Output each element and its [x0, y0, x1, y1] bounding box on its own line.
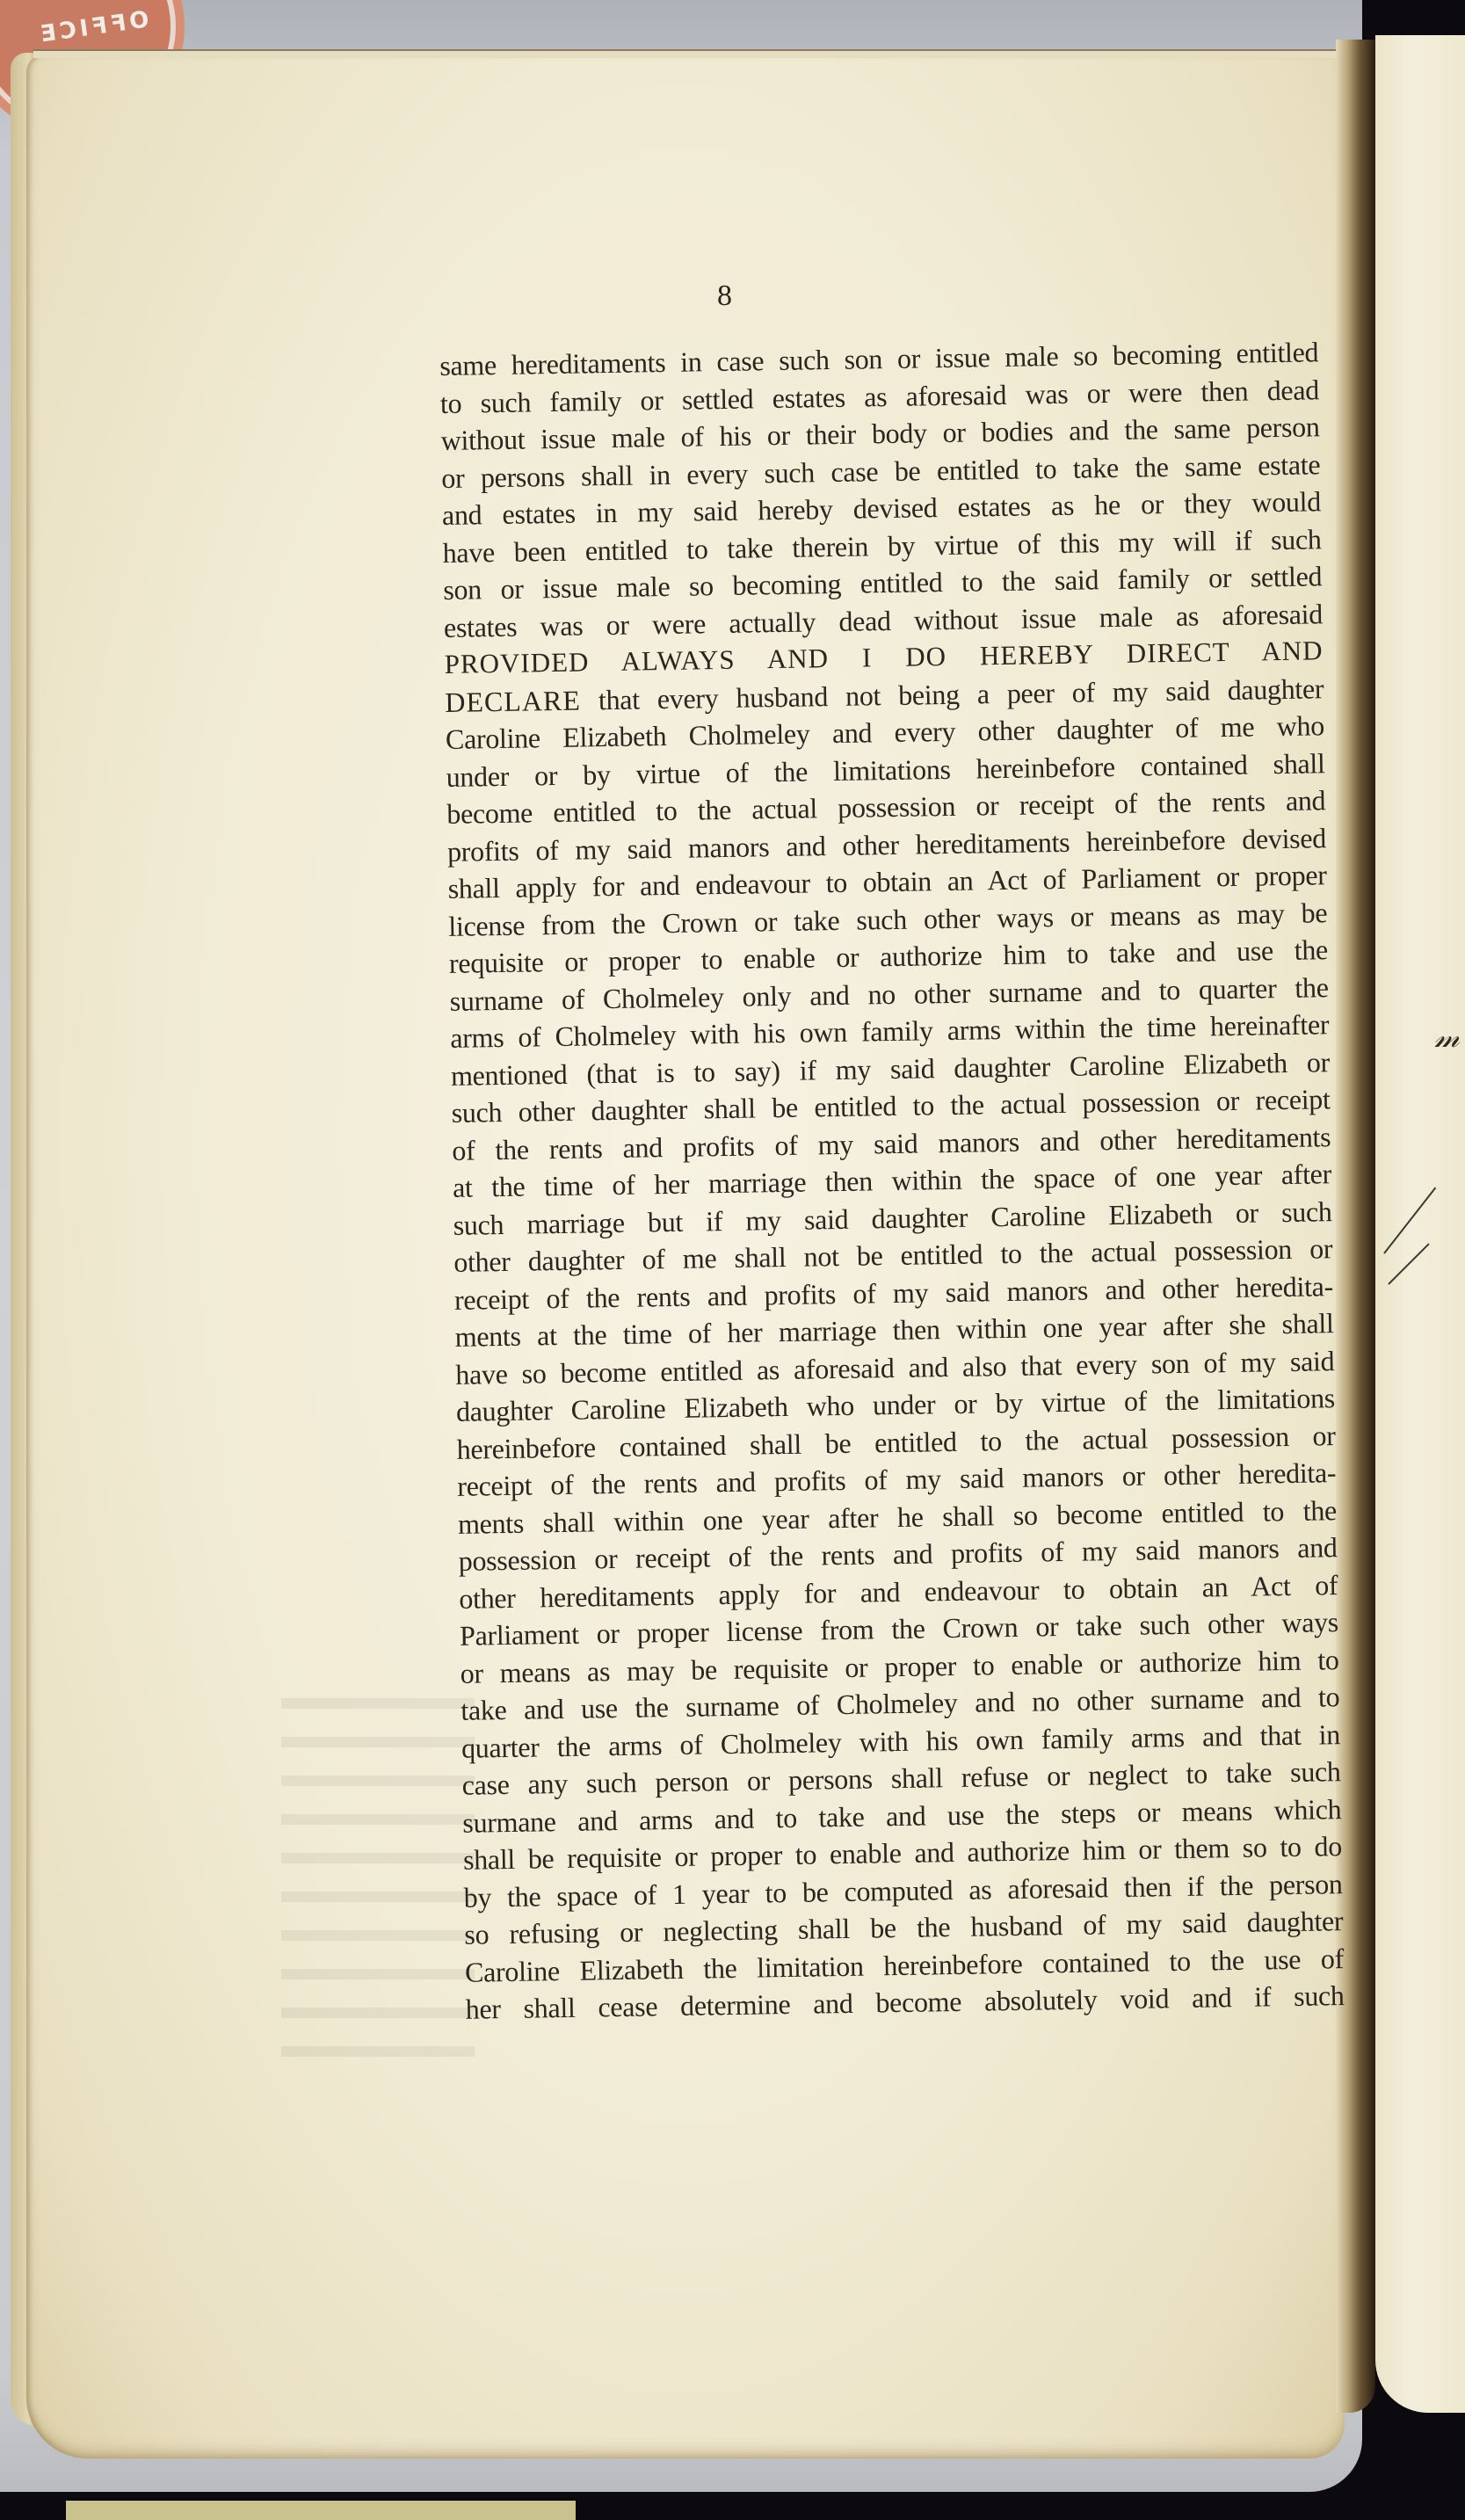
text-line: such marriage but if my said daughter Caroline Elizabeth or such: [453, 1195, 1332, 1241]
text-line: of the rents and profits of my said manors and other hereditaments: [452, 1120, 1331, 1166]
text-line: or means as may be requisite or proper to enable or authorize him to: [460, 1643, 1339, 1689]
text-line: DECLARE that every husband not being a peer of my said daughter: [445, 672, 1324, 718]
text-line: shall be requisite or proper to enable and authorize him or them so to do: [462, 1830, 1343, 1876]
text-line: arms of Cholmeley with his own family arms within the time hereinafter: [450, 1008, 1330, 1054]
text-line: possession or receipt of the rents and profits of my said manors and: [458, 1531, 1338, 1577]
facing-page: [1375, 35, 1465, 2413]
text-line: surname of Cholmeley only and no other surname and to quarter the: [449, 970, 1329, 1017]
text-line: her shall cease determine and become absolutely void and if such: [465, 1979, 1345, 2025]
text-line: license from the Crown or take such other ways or means as may be: [448, 896, 1328, 942]
ink-show-through: [281, 1679, 475, 2057]
text-line: take and use the surname of Cholmeley and no other surname and to: [461, 1681, 1340, 1726]
text-line: Caroline Elizabeth Cholmeley and every other daughter of me who: [445, 709, 1325, 755]
text-line: or persons shall in every such case be entitled to take the same estate: [441, 447, 1321, 494]
text-line: daughter Caroline Elizabeth who under or by virtue of the limitations: [455, 1382, 1336, 1427]
text-line: quarter the arms of Cholmeley with his own family arms and that in: [461, 1718, 1341, 1764]
text-line: at the time of her marriage then within the space of one year after: [452, 1158, 1332, 1203]
page-number: [0, 280, 1465, 313]
text-line: become entitled to the actual possession or receipt of the rents and: [446, 784, 1326, 830]
text-line: to such family or settled estates as aforesaid was or were then dead: [439, 373, 1320, 419]
text-line: estates was or were actually dead without issue male as aforesaid: [443, 597, 1324, 643]
text-line: profits of my said manors and other hereditaments hereinbefore devised: [446, 821, 1327, 868]
text-line: requisite or proper to enable or authorize him to take and use the: [448, 933, 1329, 979]
text-line: without issue male of his or their body or bodies and the same person: [440, 410, 1320, 456]
text-line: receipt of the rents and profits of my said manors and other heredita-: [453, 1269, 1334, 1316]
text-line: receipt of the rents and profits of my said manors or other heredita-: [457, 1456, 1337, 1502]
declare-caps: DECLARE: [445, 684, 582, 718]
text-line: have so become entitled as aforesaid and also that every son of my said: [455, 1344, 1335, 1391]
text-line: son or issue male so becoming entitled to the said family or settled: [443, 560, 1323, 606]
text-line: have been entitled to take therein by virtue of this my will if such: [442, 522, 1322, 569]
text-line: shall apply for and endeavour to obtain an Act of Parliament or proper: [447, 859, 1327, 904]
text-line: under or by virtue of the limitations hereinbefore contained shall: [446, 746, 1325, 793]
text-line: Caroline Elizabeth the limitation hereinbefore contained to the use of: [464, 1942, 1345, 1988]
text-line: and estates in my said hereby devised estates as he or they would: [441, 485, 1322, 531]
text-line: ments shall within one year after he shall so become entitled to the: [457, 1493, 1338, 1540]
page-top-edge: [33, 49, 1352, 58]
text-line: PROVIDED ALWAYS AND I DO HEREBY DIRECT AND: [444, 635, 1324, 679]
text-line: hereinbefore contained shall be entitled to the actual possession or: [456, 1419, 1336, 1465]
text-line: Parliament or proper license from the Crown or take such other ways: [459, 1606, 1339, 1652]
book-gutter-shadow: [1336, 40, 1375, 2413]
page-number-text: 8: [717, 280, 732, 312]
text-line: same hereditaments in case such son or issue male so becoming entitled: [439, 336, 1319, 381]
text-line: other hereditaments apply for and endeavour to obtain an Act of: [459, 1568, 1338, 1615]
text-line: surmane and arms and to take and use the steps or means which: [462, 1792, 1342, 1839]
text-line: case any such person or persons shall refuse or neglect to take such: [461, 1755, 1341, 1801]
text-line: by the space of 1 year to be computed as aforesaid then if the person: [463, 1867, 1343, 1914]
lower-page-strip: [66, 2501, 576, 2520]
text-line: other daughter of me shall not be entitled to the actual possession or: [453, 1232, 1333, 1278]
text-line: so refusing or neglecting shall be the husband of my said daughter: [464, 1905, 1344, 1950]
text-line: mentioned (that is to say) if my said daughter Caroline Elizabeth or: [450, 1045, 1331, 1092]
text-line: such other daughter shall be entitled to the actual possession or receipt: [451, 1083, 1331, 1129]
text-line: ments at the time of her marriage then within one year after she shall: [454, 1307, 1334, 1353]
document-body-text: [439, 333, 1345, 2028]
seal-lettering: OFFICE: [35, 6, 151, 48]
handwritten-mark: 𝓂: [1434, 1020, 1460, 1055]
